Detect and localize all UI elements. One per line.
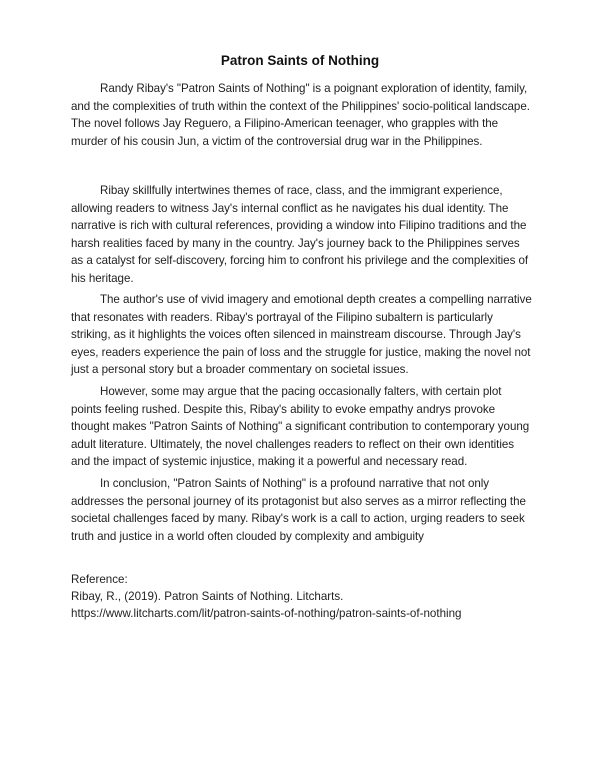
- reference-url: https://www.litcharts.com/lit/patron-saints-of-nothing/patron-saints-of-nothing: [71, 607, 462, 621]
- paragraph-text: However, some may argue that the pacing occasionally falters, with certain plot points feeling rushed. Despite this, Ribay's ability to evoke empathy andrys provoke thought makes "Patron Saints of Nothing" a significant contribution to contemporary young adult literature. Ultimately, the novel challenges readers to reflect on their own identities and the impact of systemic injustice, making it a powerful and necessary read.: [71, 385, 530, 469]
- paragraph-intro: [71, 80, 533, 150]
- paragraph-text: The author's use of vivid imagery and emotional depth creates a compelling narrative that resonates with readers. Ribay's portrayal of the Filipino subaltern is particularly striking, as it highlights the voices often silenced in mainstream discourse. Through Jay's eyes, readers experience the pain of loss and the struggle for justice, making the novel not just a personal story but a broader commentary on societal issues.: [71, 293, 532, 377]
- paragraph-imagery: [71, 291, 533, 379]
- paragraph-text: Ribay skillfully intertwines themes of race, class, and the immigrant experience, allowing readers to witness Jay's internal conflict as he navigates his dual identity. The narrative is rich with cultural references, providing a window into Filipino traditions and the harsh realities faced by many in the country. Jay's journey back to the Philippines serves as a catalyst for self-discovery, forcing him to confront his privilege and the complexities of his heritage.: [71, 184, 529, 285]
- paragraph-text: In conclusion, "Patron Saints of Nothing" is a profound narrative that not only addresses the personal journey of its protagonist but also serves as a mirror reflecting the societal challenges faced by many. Ribay's work is a call to action, urging readers to seek truth and justice in a world often clouded by complexity and ambiguity: [71, 477, 526, 543]
- reference-citation: Ribay, R., (2019). Patron Saints of Nothing. Litcharts.: [71, 590, 344, 604]
- paragraph-conclusion: [71, 475, 533, 545]
- reference-heading: Reference:: [71, 573, 128, 586]
- paragraph-text: Randy Ribay's "Patron Saints of Nothing" is a poignant exploration of identity, family, and the complexities of truth within the context of the Philippines' socio-political landscape. The novel follows Jay Reguero, a Filipino-American teenager, who grapples with the murder of his cousin Jun, a victim of the controversial drug war in the Philippines.: [71, 82, 530, 148]
- document-title: Patron Saints of Nothing: [220, 53, 380, 68]
- reference-section: [71, 571, 541, 623]
- paragraph-themes: [71, 182, 533, 288]
- paragraph-critique: [71, 383, 533, 471]
